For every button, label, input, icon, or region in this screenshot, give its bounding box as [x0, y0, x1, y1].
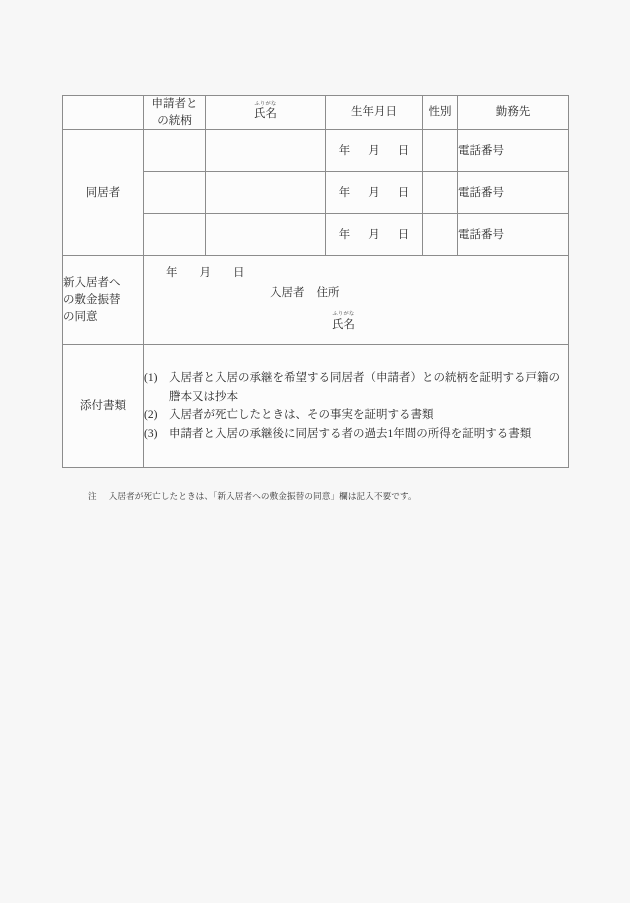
header-name: [206, 96, 326, 130]
cell-name-2[interactable]: [206, 172, 326, 214]
cell-workplace-1[interactable]: [458, 130, 569, 172]
cell-birthdate-1[interactable]: [326, 130, 423, 172]
attachments-row: [63, 345, 569, 468]
header-relationship-line1: 申請者と: [151, 98, 198, 110]
attachment-number-3: (3): [144, 427, 158, 440]
consent-inner: [144, 256, 568, 344]
phone-label-1: 電話番号: [458, 144, 504, 157]
note-text: 入居者が死亡したときは、「新入居者への敷金振替の同意」欄は記入不要です。: [108, 491, 417, 501]
cell-sex-1[interactable]: [423, 130, 458, 172]
section-label-cohabitant: 同居者: [63, 130, 144, 256]
section-label-consent: [63, 256, 144, 345]
attachment-text-2: 入居者が死亡したときは、その事実を証明する書類: [169, 409, 434, 422]
cell-relationship-1[interactable]: [144, 130, 206, 172]
birth-year-label-3: 年: [338, 228, 351, 241]
furigana-label: ふりがな: [332, 311, 355, 318]
cell-relationship-3[interactable]: [144, 214, 206, 256]
consent-day-label: 日: [233, 267, 245, 280]
consent-label-line2: の敷金振替: [63, 294, 121, 306]
phone-label-2: 電話番号: [458, 186, 504, 199]
consent-row: [63, 256, 569, 345]
birth-year-label-2: 年: [338, 186, 351, 199]
birth-day-label-3: 日: [397, 228, 410, 241]
consent-date-line[interactable]: [166, 265, 245, 282]
consent-address-line[interactable]: [270, 285, 340, 302]
cell-birthdate-2[interactable]: [326, 172, 423, 214]
consent-label-line3: の同意: [63, 310, 98, 323]
birth-month-label-1: 月: [368, 144, 380, 157]
consent-label-line1: 新入居者へ: [63, 277, 121, 290]
cell-name-1[interactable]: [206, 130, 326, 172]
phone-label-3: 電話番号: [458, 228, 504, 241]
birth-day-label-1: 日: [397, 144, 410, 157]
footer-note: [88, 490, 417, 502]
consent-name-line[interactable]: [332, 312, 355, 333]
cell-name-3[interactable]: [206, 214, 326, 256]
cell-sex-3[interactable]: [423, 214, 458, 256]
birth-day-label-2: 日: [397, 186, 410, 199]
table-row: [63, 130, 569, 172]
header-relationship-line2: の統柄: [157, 114, 192, 127]
cell-workplace-2[interactable]: [458, 172, 569, 214]
name-ruby-stack: [254, 102, 277, 121]
header-sex: 性別: [423, 96, 458, 130]
cell-workplace-3[interactable]: [458, 214, 569, 256]
section-label-attachments: 添付書類: [63, 345, 144, 468]
birth-year-label-1: 年: [338, 144, 351, 157]
consent-name-ruby-stack: [332, 312, 355, 331]
consent-year-label: 年: [166, 267, 178, 280]
header-workplace: 勤務先: [458, 96, 569, 130]
cell-relationship-2[interactable]: [144, 172, 206, 214]
header-name-label: 氏名: [254, 108, 277, 121]
cell-birthdate-3[interactable]: [326, 214, 423, 256]
table-header-row: [63, 96, 569, 130]
list-item: [144, 425, 568, 444]
consent-content-cell[interactable]: [144, 256, 569, 345]
header-birthdate: 生年月日: [326, 96, 423, 130]
attachments-list: [144, 369, 568, 444]
note-mark: 注: [88, 491, 97, 501]
attachment-text-3: 申請者と入居の承継後に同居する者の過去1年間の所得を証明する書類: [169, 427, 532, 440]
resident-label: 入居者: [270, 287, 305, 300]
attachment-number-1: (1): [144, 372, 158, 385]
furigana-label: ふりがな: [254, 101, 277, 108]
cell-sex-2[interactable]: [423, 172, 458, 214]
header-corner-cell: [63, 96, 144, 130]
list-item: [144, 406, 568, 425]
attachment-number-2: (2): [144, 409, 158, 422]
birth-month-label-2: 月: [368, 186, 380, 199]
header-relationship: [144, 96, 206, 130]
application-form-table: [62, 95, 569, 468]
consent-month-label: 月: [199, 267, 211, 280]
address-label: 住所: [316, 287, 340, 300]
consent-name-label: 氏名: [332, 318, 355, 331]
list-item: [144, 369, 568, 406]
birth-month-label-3: 月: [368, 228, 380, 241]
attachments-content-cell: [144, 345, 569, 468]
attachment-text-1: 入居者と入居の承継を希望する同居者（申請者）との統柄を証明する戸籍の謄本又は抄本: [169, 372, 560, 403]
